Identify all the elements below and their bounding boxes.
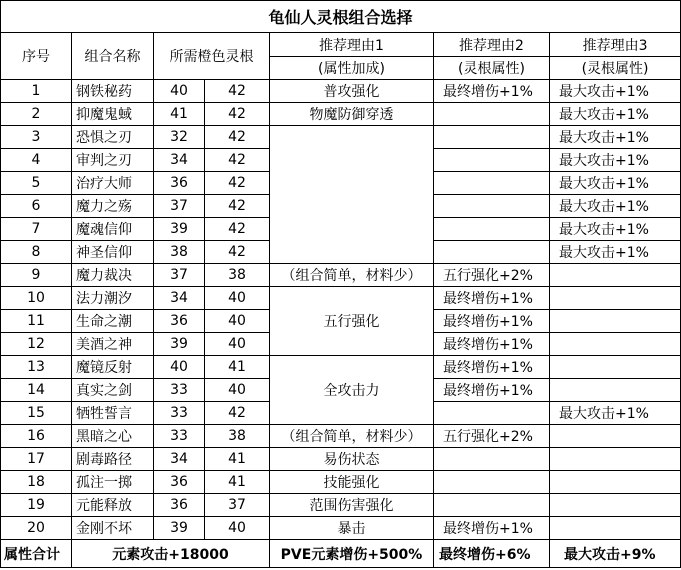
row-reason3: [550, 310, 681, 333]
row-index: 16: [1, 425, 72, 448]
row-combo-name: 孤注一掷: [72, 471, 154, 494]
row-orange-b: 42: [205, 241, 270, 264]
row-combo-name: 魔魂信仰: [72, 218, 154, 241]
footer-total-final-damage: 最终增伤+6%: [434, 540, 550, 568]
row-index: 9: [1, 264, 72, 287]
row-reason2: 最终增伤+1%: [434, 333, 550, 356]
row-index: 12: [1, 333, 72, 356]
row-orange-a: 38: [154, 241, 205, 264]
row-reason2: [434, 448, 550, 471]
row-reason1: 物魔防御穿透: [270, 103, 434, 126]
row-combo-name: 审判之刃: [72, 149, 154, 172]
row-reason1: 普攻强化: [270, 80, 434, 103]
row-orange-a: 36: [154, 172, 205, 195]
row-orange-b: 38: [205, 425, 270, 448]
row-reason2: [434, 494, 550, 517]
row-reason3: 最大攻击+1%: [550, 149, 681, 172]
row-index: 14: [1, 379, 72, 402]
row-orange-b: 40: [205, 379, 270, 402]
table-row: [1, 494, 681, 517]
row-reason1: （组合简单，材料少）: [270, 425, 434, 448]
row-reason3: [550, 264, 681, 287]
row-orange-a: 33: [154, 402, 205, 425]
row-index: 10: [1, 287, 72, 310]
row-orange-a: 39: [154, 333, 205, 356]
row-orange-b: 41: [205, 471, 270, 494]
row-reason2: 最终增伤+1%: [434, 517, 550, 540]
row-combo-name: 金刚不坏: [72, 517, 154, 540]
row-reason3: [550, 517, 681, 540]
table-row: [1, 356, 681, 379]
row-orange-b: 40: [205, 287, 270, 310]
row-combo-name: 魔力裁决: [72, 264, 154, 287]
row-reason2: 最终增伤+1%: [434, 356, 550, 379]
footer-label: 属性合计: [1, 540, 72, 568]
row-orange-a: 41: [154, 103, 205, 126]
row-reason3: [550, 425, 681, 448]
row-orange-b: 42: [205, 172, 270, 195]
row-reason1: 技能强化: [270, 471, 434, 494]
row-reason3: [550, 379, 681, 402]
row-reason3: 最大攻击+1%: [550, 402, 681, 425]
row-combo-name: 恐惧之刃: [72, 126, 154, 149]
header-reason2: 推荐理由2: [434, 33, 550, 57]
header-reason3-sub: (灵根属性): [550, 57, 681, 80]
table-title: 龟仙人灵根组合选择: [1, 1, 681, 33]
row-orange-a: 39: [154, 218, 205, 241]
row-orange-b: 40: [205, 517, 270, 540]
row-combo-name: 神圣信仰: [72, 241, 154, 264]
row-orange-a: 34: [154, 149, 205, 172]
row-orange-a: 34: [154, 448, 205, 471]
table-row: [1, 80, 681, 103]
header-reason2-sub: (灵根属性): [434, 57, 550, 80]
row-orange-a: 36: [154, 494, 205, 517]
row-reason3: 最大攻击+1%: [550, 241, 681, 264]
row-orange-b: 42: [205, 402, 270, 425]
row-index: 18: [1, 471, 72, 494]
row-reason3: [550, 471, 681, 494]
table-row: [1, 425, 681, 448]
row-reason2: 最终增伤+1%: [434, 379, 550, 402]
row-orange-b: 40: [205, 333, 270, 356]
footer-total-pve-damage: PVE元素增伤+500%: [270, 540, 434, 568]
table-row: [1, 126, 681, 149]
table-row: [1, 264, 681, 287]
row-index: 19: [1, 494, 72, 517]
row-index: 15: [1, 402, 72, 425]
header-index: 序号: [1, 33, 72, 80]
row-reason2: 最终增伤+1%: [434, 287, 550, 310]
row-combo-name: 魔力之殇: [72, 195, 154, 218]
row-reason2: [434, 471, 550, 494]
row-index: 2: [1, 103, 72, 126]
row-orange-b: 41: [205, 448, 270, 471]
row-orange-a: 40: [154, 356, 205, 379]
row-orange-a: 36: [154, 471, 205, 494]
row-orange-a: 32: [154, 126, 205, 149]
row-index: 1: [1, 80, 72, 103]
row-reason2: [434, 195, 550, 218]
row-index: 17: [1, 448, 72, 471]
row-combo-name: 魔镜反射: [72, 356, 154, 379]
row-orange-b: 42: [205, 195, 270, 218]
header-reason3: 推荐理由3: [550, 33, 681, 57]
row-reason1: [270, 126, 434, 264]
row-reason1: 范围伤害强化: [270, 494, 434, 517]
header-reason1-sub: (属性加成): [270, 57, 434, 80]
row-combo-name: 剧毒路径: [72, 448, 154, 471]
row-reason2: 五行强化+2%: [434, 425, 550, 448]
table-row: [1, 517, 681, 540]
row-orange-b: 41: [205, 356, 270, 379]
row-index: 20: [1, 517, 72, 540]
row-orange-b: 42: [205, 218, 270, 241]
row-reason3: [550, 333, 681, 356]
row-reason3: [550, 448, 681, 471]
row-reason2: [434, 218, 550, 241]
row-orange-b: 42: [205, 149, 270, 172]
row-reason2: 五行强化+2%: [434, 264, 550, 287]
row-orange-b: 38: [205, 264, 270, 287]
row-combo-name: 钢铁秘药: [72, 80, 154, 103]
table-row: [1, 287, 681, 310]
row-orange-b: 42: [205, 126, 270, 149]
row-orange-a: 39: [154, 517, 205, 540]
row-reason2: 最终增伤+1%: [434, 310, 550, 333]
row-reason1: 全攻击力: [270, 356, 434, 425]
row-reason1: 易伤状态: [270, 448, 434, 471]
row-combo-name: 生命之潮: [72, 310, 154, 333]
row-combo-name: 法力潮汐: [72, 287, 154, 310]
header-orange-root: 所需橙色灵根: [154, 33, 270, 80]
row-index: 5: [1, 172, 72, 195]
row-orange-a: 40: [154, 80, 205, 103]
row-combo-name: 牺牲誓言: [72, 402, 154, 425]
row-orange-b: 42: [205, 103, 270, 126]
row-reason3: 最大攻击+1%: [550, 195, 681, 218]
row-index: 8: [1, 241, 72, 264]
row-orange-b: 40: [205, 310, 270, 333]
row-combo-name: 治疗大师: [72, 172, 154, 195]
row-orange-a: 33: [154, 379, 205, 402]
footer-total-element-attack: 元素攻击+18000: [72, 540, 270, 568]
row-index: 3: [1, 126, 72, 149]
row-reason3: [550, 494, 681, 517]
row-combo-name: 美酒之神: [72, 333, 154, 356]
row-reason2: [434, 172, 550, 195]
row-reason2: [434, 402, 550, 425]
table-row: [1, 448, 681, 471]
row-reason3: [550, 356, 681, 379]
row-reason1: 暴击: [270, 517, 434, 540]
table-row: [1, 103, 681, 126]
row-reason2: [434, 241, 550, 264]
row-reason3: [550, 287, 681, 310]
row-reason3: 最大攻击+1%: [550, 172, 681, 195]
header-combo-name: 组合名称: [72, 33, 154, 80]
row-reason2: [434, 149, 550, 172]
row-combo-name: 元能释放: [72, 494, 154, 517]
row-reason2: 最终增伤+1%: [434, 80, 550, 103]
row-orange-b: 37: [205, 494, 270, 517]
table-row: [1, 471, 681, 494]
row-reason1: 五行强化: [270, 287, 434, 356]
row-orange-a: 34: [154, 287, 205, 310]
row-reason3: 最大攻击+1%: [550, 80, 681, 103]
footer-total-max-attack: 最大攻击+9%: [550, 540, 681, 568]
row-reason2: [434, 103, 550, 126]
row-reason3: 最大攻击+1%: [550, 218, 681, 241]
row-combo-name: 真实之剑: [72, 379, 154, 402]
row-reason2: [434, 126, 550, 149]
row-combo-name: 黑暗之心: [72, 425, 154, 448]
row-orange-b: 42: [205, 80, 270, 103]
row-reason1: （组合简单，材料少）: [270, 264, 434, 287]
row-combo-name: 抑魔鬼蜮: [72, 103, 154, 126]
row-index: 13: [1, 356, 72, 379]
row-index: 6: [1, 195, 72, 218]
row-index: 4: [1, 149, 72, 172]
row-index: 7: [1, 218, 72, 241]
row-reason3: 最大攻击+1%: [550, 126, 681, 149]
row-orange-a: 33: [154, 425, 205, 448]
row-orange-a: 37: [154, 195, 205, 218]
row-orange-a: 36: [154, 310, 205, 333]
row-index: 11: [1, 310, 72, 333]
header-reason1: 推荐理由1: [270, 33, 434, 57]
row-orange-a: 37: [154, 264, 205, 287]
row-reason3: 最大攻击+1%: [550, 103, 681, 126]
